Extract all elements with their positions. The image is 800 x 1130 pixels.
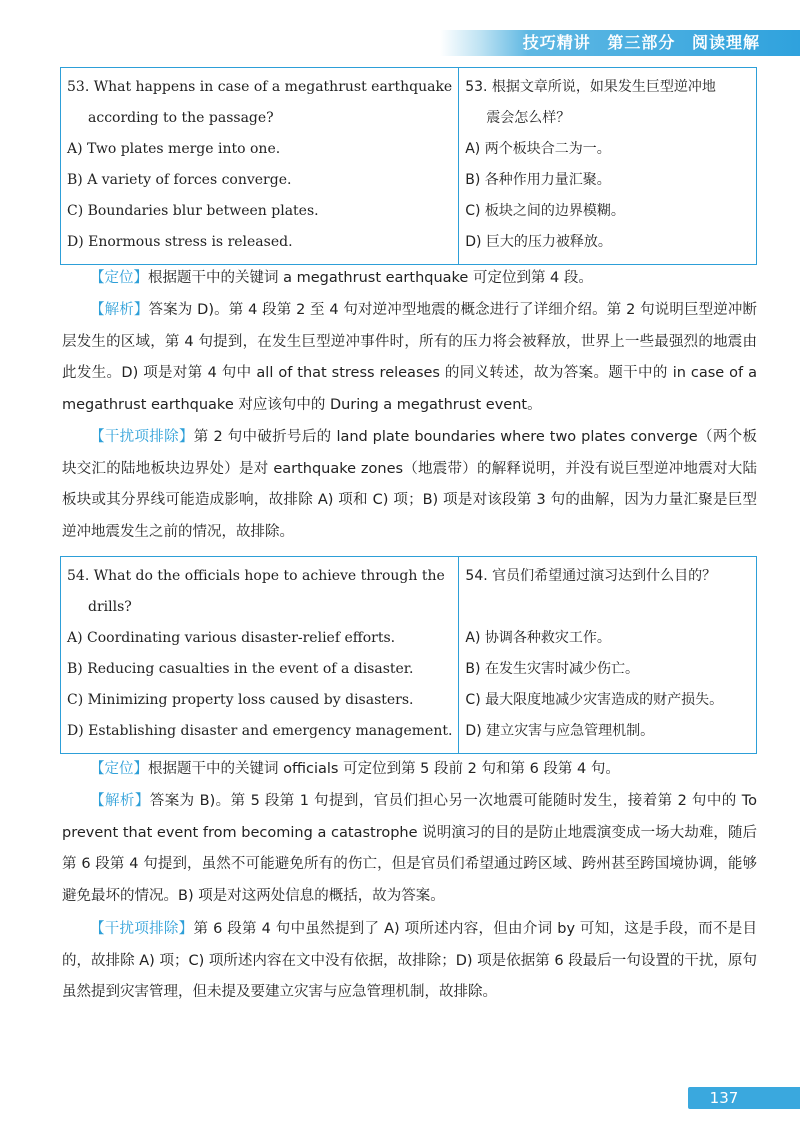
analysis-tag: 【解析】 — [90, 793, 150, 809]
question-54-table — [60, 556, 757, 754]
question-54-en-stem-cont: drills? — [88, 599, 132, 615]
question-53-english — [61, 68, 459, 265]
distractor-tag: 【干扰项排除】 — [90, 429, 194, 445]
question-54-chinese — [459, 557, 757, 754]
question-53-zh-stem-cont: 震会怎么样？ — [486, 110, 571, 126]
question-53-en-option-d: D) Enormous stress is released. — [67, 234, 293, 250]
question-54-zh-spacer — [465, 592, 750, 623]
question-53-zh-option-b: B) 各种作用力量汇聚。 — [465, 172, 611, 188]
question-54-zh-stem: 54. 官员们希望通过演习达到什么目的？ — [465, 568, 717, 584]
header-part-label: 第三部分 — [607, 33, 676, 52]
header-topic-label: 阅读理解 — [691, 33, 760, 52]
q54-distractor-paragraph — [62, 914, 757, 1009]
question-53-zh-option-d: D) 巨大的压力被释放。 — [465, 234, 612, 250]
locate-tag: 【定位】 — [90, 270, 148, 286]
question-53-zh-stem: 53. 根据文章所说，如果发生巨型逆冲地 — [465, 79, 716, 95]
locate-tag: 【定位】 — [90, 761, 148, 777]
analysis-tag: 【解析】 — [90, 302, 149, 318]
q53-analysis-paragraph — [62, 295, 757, 421]
question-53-en-option-b: B) A variety of forces converge. — [67, 172, 292, 188]
q54-analysis-paragraph — [62, 786, 757, 912]
distractor-tag: 【干扰项排除】 — [90, 921, 194, 937]
chapter-header-bar — [0, 30, 800, 56]
question-53-en-stem: 53. What happens in case of a megathrust earthquake — [67, 79, 453, 95]
question-53-en-stem-cont: according to the passage? — [88, 110, 274, 126]
question-54-zh-option-a: A) 协调各种救灾工作。 — [465, 630, 611, 646]
q54-locate-text: 根据题干中的关键词 officials 可定位到第 5 段前 2 句和第 6 段第 4 句。 — [148, 761, 620, 777]
question-53-zh-option-a: A) 两个板块合二为一。 — [465, 141, 611, 157]
q53-distractor-text: 第 2 句中破折号后的 land plate boundaries where two plates converge（两个板块交汇的陆地板块边界处）是对 earthquake zones（地震带）的解释说明，并没有说巨型逆冲地震对大陆板块或其分界线可能造成影响，故排除 A) 项和 C) 项；B) 项是对该段第 3 句的曲解，因为力量汇聚是巨型逆冲地震发生之前的情况，故排除。 — [62, 429, 757, 540]
question-54-en-stem: 54. What do the officials hope to achieve through the — [67, 568, 445, 584]
question-54-en-option-d: D) Establishing disaster and emergency management. — [67, 723, 453, 739]
question-53-en-option-c: C) Boundaries blur between plates. — [67, 203, 319, 219]
q53-locate-text: 根据题干中的关键词 a megathrust earthquake 可定位到第 4 段。 — [148, 270, 593, 286]
page-number: 137 — [688, 1087, 760, 1109]
page-number-strip — [760, 1087, 800, 1109]
q53-distractor-paragraph — [62, 422, 757, 548]
q53-analysis-text: 答案为 D)。第 4 段第 2 至 4 句对逆冲型地震的概念进行了详细介绍。第 2 句说明巨型逆冲断层发生的区域，第 4 句提到，在发生巨型逆冲事件时，所有的压力将会被释放，世界上一些最强烈的地震由此发生。D) 项是对第 4 句中 all of that stress releases 的同义转述，故为答案。题干中的 in case of a megathrust earthquake 对应该句中的 During a megathrust event。 — [62, 302, 758, 413]
chapter-header-text — [523, 30, 760, 56]
question-53-zh-option-c: C) 板块之间的边界模糊。 — [465, 203, 625, 219]
question-53-en-option-a: A) Two plates merge into one. — [67, 141, 281, 157]
question-54-en-option-b: B) Reducing casualties in the event of a disaster. — [67, 661, 414, 677]
q54-distractor-text: 第 6 段第 4 句中虽然提到了 A) 项所述内容，但由介词 by 可知，这是手段，而不是目的，故排除 A) 项；C) 项所述内容在文中没有依据，故排除；D) 项是依据第 6 段最后一句设置的干扰，原句虽然提到灾害管理，但未提及要建立灾害与应急管理机制，故排除。 — [62, 921, 757, 1000]
q54-locate-paragraph — [62, 754, 757, 786]
question-54-en-option-c: C) Minimizing property loss caused by disasters. — [67, 692, 414, 708]
question-54-english — [61, 557, 459, 754]
question-53-chinese — [459, 68, 757, 265]
question-54-zh-option-b: B) 在发生灾害时减少伤亡。 — [465, 661, 639, 677]
question-54-zh-option-c: C) 最大限度地减少灾害造成的财产损失。 — [465, 692, 724, 708]
q53-locate-paragraph — [62, 263, 757, 295]
question-54-zh-option-d: D) 建立灾害与应急管理机制。 — [465, 723, 655, 739]
q54-analysis-text: 答案为 B)。第 5 段第 1 句提到，官员们担心另一次地震可能随时发生，接着第 2 句中的 To prevent that event from becoming a catastrophe 说明演习的目的是防止地震演变成一场大劫难，随后第 6 段第 4 句提到，虽然不可能避免所有的伤亡，但是官员们希望通过跨区域、跨州甚至跨国境协调，能够避免最坏的情况。B) 项是对这两处信息的概括，故为答案。 — [62, 793, 758, 904]
header-section-label: 技巧精讲 — [522, 33, 591, 52]
question-54-en-option-a: A) Coordinating various disaster-relief efforts. — [67, 630, 396, 646]
question-53-table — [60, 67, 757, 265]
